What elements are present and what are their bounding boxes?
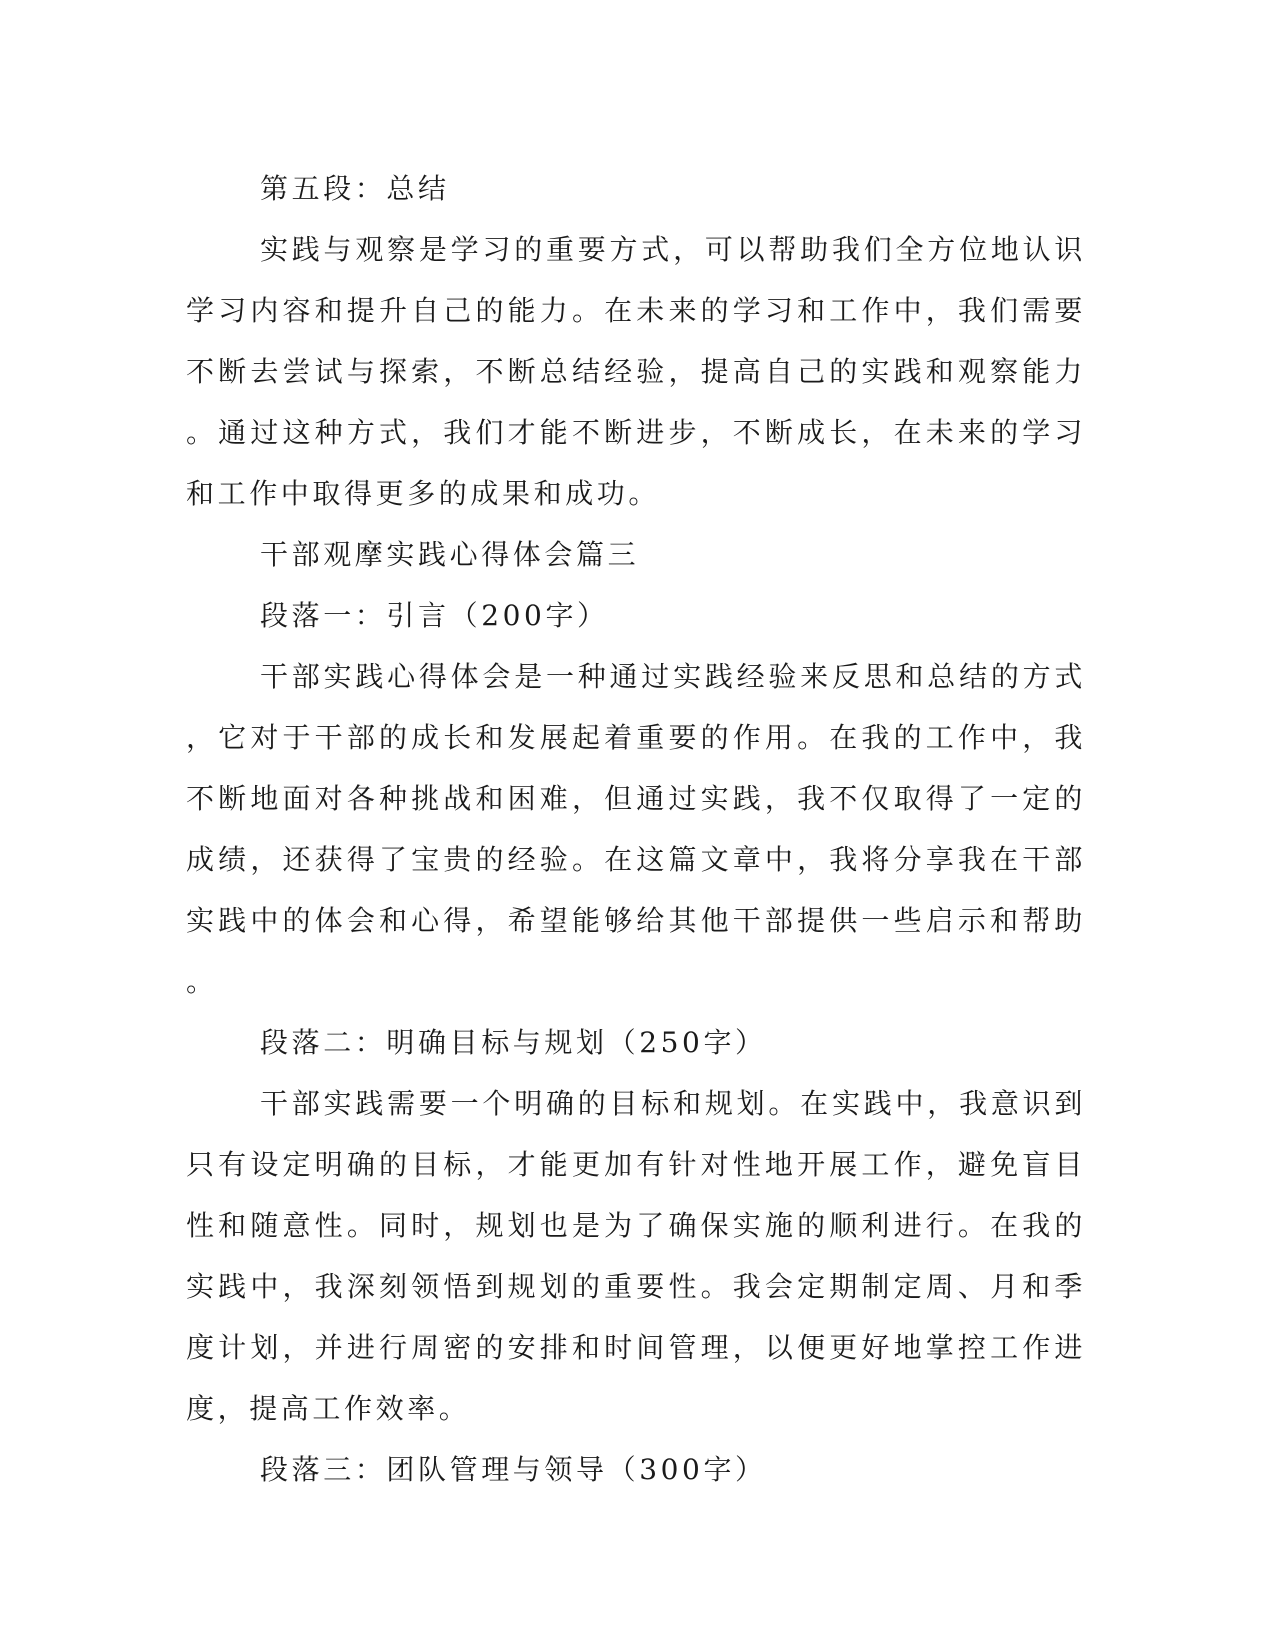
document-body	[186, 158, 1086, 1500]
section-heading-5: 第五段：总结	[260, 172, 450, 205]
section-5-paragraph: 实践与观察是学习的重要方式，可以帮助我们全方位地认识学习内容和提升自己的能力。在未来的学习和工作中，我们需要不断去尝试与探索，不断总结经验，提高自己的实践和观察能力。通过这种方式，我们才能不断进步，不断成长，在未来的学习和工作中取得更多的成果和成功。	[186, 233, 1086, 510]
paragraph-1-body: 干部实践心得体会是一种通过实践经验来反思和总结的方式，它对于干部的成长和发展起着重要的作用。在我的工作中，我不断地面对各种挑战和困难，但通过实践，我不仅取得了一定的成绩，还获得了宝贵的经验。在这篇文章中，我将分享我在干部实践中的体会和心得，希望能够给其他干部提供一些启示和帮助。	[186, 660, 1086, 998]
article-title: 干部观摩实践心得体会篇三	[260, 538, 640, 571]
paragraph-1-heading: 段落一：引言（200字）	[260, 599, 609, 632]
paragraph-2-heading: 段落二：明确目标与规划（250字）	[260, 1026, 767, 1059]
paragraph-2-body: 干部实践需要一个明确的目标和规划。在实践中，我意识到只有设定明确的目标，才能更加有针对性地开展工作，避免盲目性和随意性。同时，规划也是为了确保实施的顺利进行。在我的实践中，我深刻领悟到规划的重要性。我会定期制定周、月和季度计划，并进行周密的安排和时间管理，以便更好地掌控工作进度，提高工作效率。	[186, 1087, 1086, 1425]
paragraph-3-heading: 段落三：团队管理与领导（300字）	[260, 1453, 767, 1486]
